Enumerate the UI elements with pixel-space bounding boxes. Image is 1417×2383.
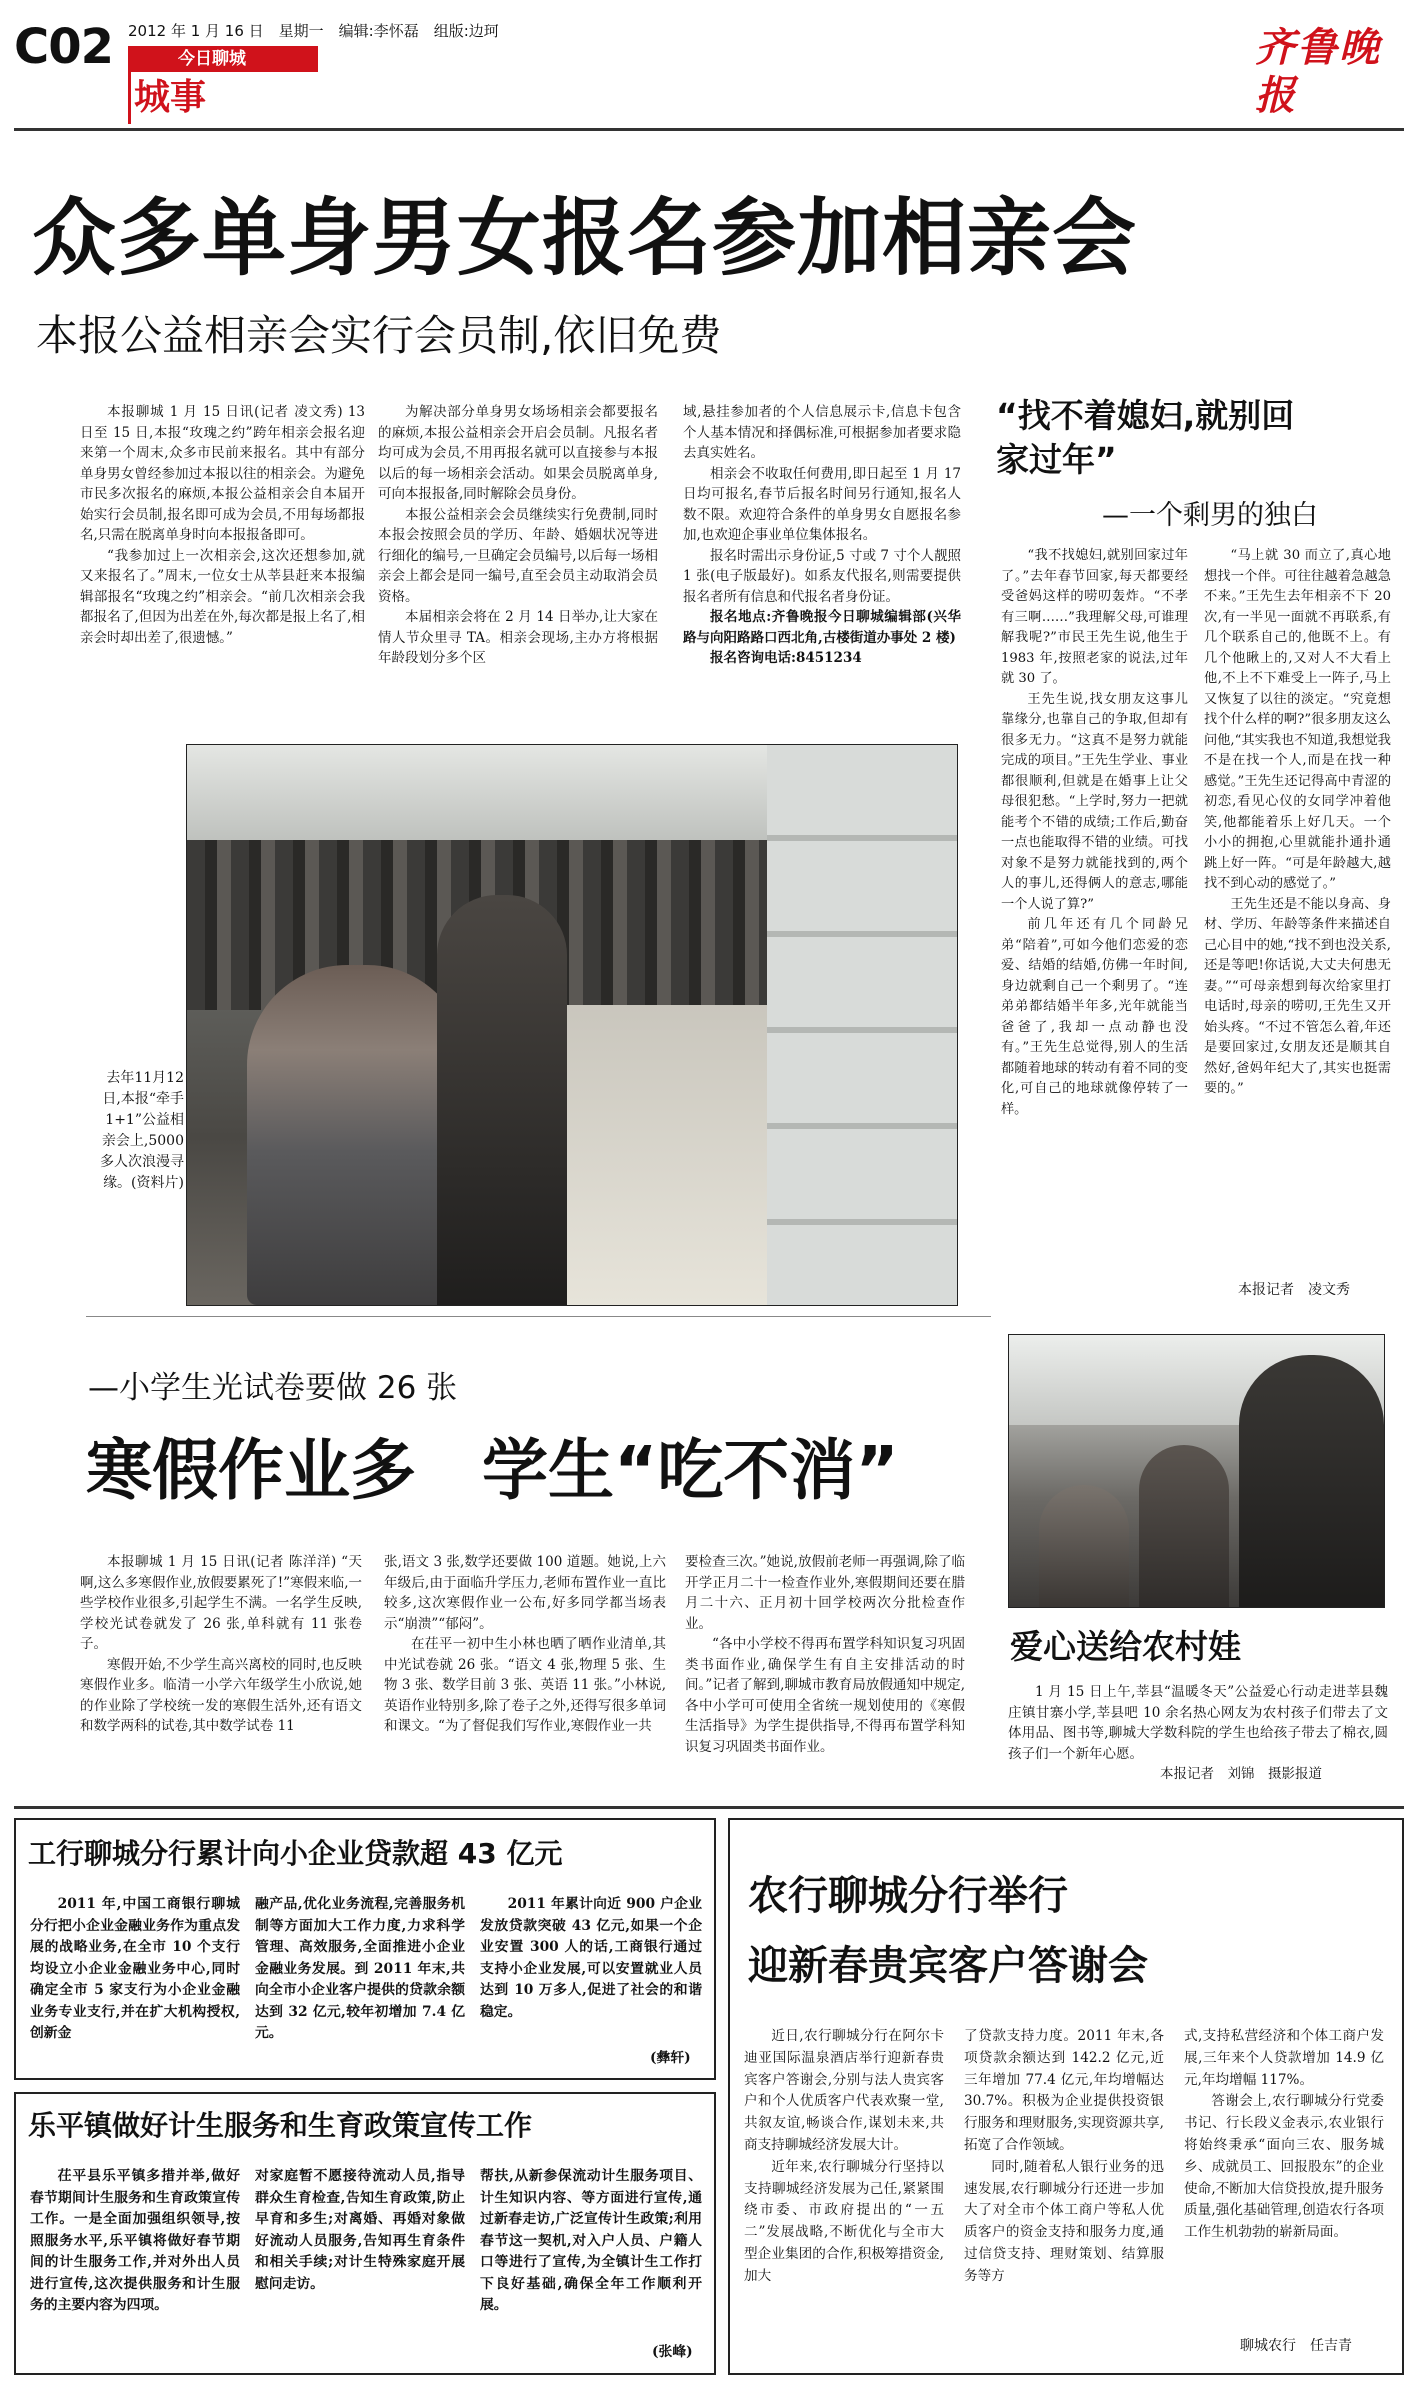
ad2-col3: 帮扶,从新参保流动计生服务项目、计生知识内容、等方面进行宣传,通过新春走访,广泛宣传计生政策;利用春节这一契机,对入户人员、户籍人口等进行了宣传,为全镇计生工作打下良好基础,确保全年工作顺利开展。 xyxy=(480,2168,702,2313)
ad3-col3-p2: 答谢会上,农行聊城分行党委书记、行长段义金表示,农业银行将始终秉承“面向三农、服务城乡、成就员工、回报股东”的企业使命,不断加大信贷投放,提升服务质量,强化基础管理,创造农行各项工作生机勃勃的崭新局面。 xyxy=(1184,2093,1384,2241)
ad3-col2 xyxy=(964,2026,1164,2332)
story2-col2-p1: 张,语文 3 张,数学还要做 100 道题。她说,上六年级后,由于面临升学压力,老师布置作业一直比较多,这次寒假作业一公布,好多同学都当场表示“崩溃”“郁闷”。 xyxy=(384,1554,666,1632)
story2-col1-p2: 寒假开始,不少学生高兴离校的同时,也反映寒假作业多。临清一小学六年级学生小欣说,她的作业除了学校统一发的寒假生活外,还有语文和数学两科的试卷,其中数学试卷 11 xyxy=(80,1656,362,1734)
photo-woman xyxy=(247,965,467,1305)
sidebar-p3: 前几年还有几个同龄兄弟“陪着”,可如今他们恋爱的恋爱、结婚的结婚,仿佛一年时间,身边就剩自己一个剩男了。“连弟弟都结婚半年多,光年就能当爸爸了,我却一点动静也没有。”王先生总觉得,别人的生活都随着地球的转动有着不同的变化,可自己的地球就像停转了一样。 xyxy=(1001,917,1188,1117)
signup-phone-value: 8451234 xyxy=(795,650,862,666)
ad3-col2-p2: 同时,随着私人银行业务的迅速发展,农行聊城分行还进一步加大了对全市个体工商户等私人优质客户的资金支持和服务力度,通过信贷支持、理财策划、结算服务等方 xyxy=(964,2158,1164,2284)
story1-col1 xyxy=(80,402,365,702)
charity-photo-volunteer xyxy=(1239,1355,1384,1607)
story3-headline: 爱心送给农村娃 xyxy=(1010,1627,1241,1666)
story1-subheadline: 本报公益相亲会实行会员制,依旧免费 xyxy=(36,311,722,360)
story1-headline: 众多单身男女报名参加相亲会 xyxy=(32,189,1138,287)
story1-col2 xyxy=(378,402,658,742)
story2-col3 xyxy=(685,1552,965,1778)
ad1-headline: 工行聊城分行累计向小企业贷款超 43 亿元 xyxy=(28,1837,563,1870)
section-divider xyxy=(128,46,131,124)
ad3-col1-p2: 近年来,农行聊城分行坚持以支持聊城经济发展为己任,紧紧围绕市委、市政府提出的“一五二”发展战略,不断优化与全市大型企业集团的合作,积极筹措资金,加大 xyxy=(744,2158,944,2284)
ad-section-rule xyxy=(14,1806,1404,1809)
ad3-col3-p1: 式,支持私营经济和个体工商户发展,三年来个人贷款增加 14.9 亿元,年均增幅 117%。 xyxy=(1184,2028,1384,2088)
story1-col2-p2: 本报公益相亲会会员继续实行免费制,同时本报会按照会员的学历、年龄、婚姻状况等进行细化的编号,一旦确定会员编号,以后每一场相亲会上都会是同一编号,直至会员主动取消会员资格。 xyxy=(378,506,658,605)
signup-address-value: 齐鲁晚报今日聊城编辑部(兴华路与向阳路路口西北角,古楼街道办事处 2 楼) xyxy=(683,609,961,646)
story2-col3-p1: 要检查三次。”她说,放假前老师一再强调,除了临开学正月二十一检查作业外,寒假期间还要在腊月二十六、正月初十回学校两次分批检查作业。 xyxy=(685,1554,965,1632)
sidebar-quote-subtitle: —一个剩男的独白 xyxy=(1102,500,1318,531)
ad1-col3: 2011 年累计向近 900 户企业发放贷款突破 43 亿元,如果一个企业安置 300 人的话,工商银行通过支持小企业发展,可以安置就业人员达到 10 万多人,促进了社会的和谐稳定。 xyxy=(480,1896,702,2020)
ad1-byline: (彝轩) xyxy=(650,2050,691,2066)
ad2-headline: 乐平镇做好计生服务和生育政策宣传工作 xyxy=(28,2109,533,2142)
story2-kicker: —小学生光试卷要做 26 张 xyxy=(88,1370,458,1406)
ad1-col1: 2011 年,中国工商银行聊城分行把小企业金融业务作为重点发展的战略业务,在全市 10 个支行均设立小企业金融业务中心,同时确定全市 5 家支行为小企业金融业务专业支行,并在扩大机构授权,创新金 xyxy=(30,1896,240,2041)
sidebar-p2: 王先生说,找女朋友这事儿靠缘分,也靠自己的争取,但却有很多无力。“这真不是努力就能完成的项目。”王先生学业、事业都很顺利,但就是在婚事上让父母很犯愁。“上学时,努力一把就能考个不错的成绩;工作后,勤奋一点也能取得不错的业绩。可找对象不是努力就能找到的,两个人的事儿,还得俩人的意志,哪能一个人说了算?” xyxy=(1001,691,1188,912)
photo-board xyxy=(767,745,957,1305)
date-line: 2012 年 1 月 16 日 星期一 编辑:李怀磊 组版:边珂 xyxy=(128,22,499,40)
ad3-headline-line2: 迎新春贵宾客户答谢会 xyxy=(748,1943,1148,1989)
ad3-col2-p1: 了贷款支持力度。2011 年末,各项贷款余额达到 142.2 亿元,近三年增加 77.4 亿元,年均增幅达 30.7%。积极为企业提供投资银行服务和理财服务,实现资源共享,拓宽了合作领域。 xyxy=(964,2028,1164,2153)
ad2-byline: (张峰) xyxy=(652,2344,693,2360)
ad2-col2: 对家庭暂不愿接待流动人员,指导群众生育检查,告知生育政策,防止早育和多生;对离婚、再婚对象做好流动人员服务,告知再生育条件和相关手续;对计生特殊家庭开展慰问走访。 xyxy=(255,2168,465,2292)
charity-photo-child xyxy=(1139,1445,1229,1607)
photo-man xyxy=(437,895,567,1305)
sidebar-col xyxy=(1001,546,1391,1282)
sidebar-byline: 本报记者 凌文秀 xyxy=(1238,1282,1350,1298)
signup-phone xyxy=(683,648,961,669)
story1-col3-p1: 域,悬挂参加者的个人信息展示卡,信息卡包含个人基本情况和择偶标准,可根据参加者要求隐去真实姓名。 xyxy=(683,404,961,461)
story3-body: 1 月 15 日上午,莘县“温暖冬天”公益爱心行动走进莘县魏庄镇甘寨小学,莘县吧 10 余名热心网友为农村孩子们带去了文体用品、图书等,聊城大学数科院的学生也给孩子带去了棉衣,圆孩子们一个新年心愿。 xyxy=(1008,1684,1388,1762)
signup-phone-label: 报名咨询电话: xyxy=(710,650,796,666)
story2-col1 xyxy=(80,1552,362,1778)
signup-address xyxy=(683,607,961,648)
story2-col1-p1: 本报聊城 1 月 15 日讯(记者 陈洋洋) “天啊,这么多寒假作业,放假要累死了!”寒假来临,一些学校作业很多,引起学生不满。一名学生反映,学校光试卷就发了 26 张,单科就有 11 张卷子。 xyxy=(80,1554,362,1652)
page-code: C02 xyxy=(14,19,114,75)
ad3-col1-p1: 近日,农行聊城分行在阿尔卡迪亚国际温泉酒店举行迎新春贵宾客户答谢会,分别与法人贵宾客户和个人优质客户代表欢聚一堂,共叙友谊,畅谈合作,谋划未来,共商支持聊城经济发展大计。 xyxy=(744,2028,944,2153)
story2-headline: 寒假作业多 学生“吃不消” xyxy=(86,1432,899,1509)
sidebar-p5: 王先生还是不能以身高、身材、学历、年龄等条件来描述自己心目中的她,“找不到也没关系,还是等吧!你话说,大丈夫何患无妻。”“可母亲想到每次给家里打电话时,母亲的唠叨,王先生又开始头疼。“不过不管怎么着,年还是要回家过,女朋友还是顺其自然好,爸妈年纪大了,其实也挺需要的。” xyxy=(1204,896,1391,1096)
story1-col2-p1: 为解决部分单身男女场场相亲会都要报名的麻烦,本报公益相亲会开启会员制。凡报名者均可成为会员,不用再报名就可以直接参与本报以后的每一场相亲会活动。如果会员脱离单身,可向本报报备,同时解除会员身份。 xyxy=(378,404,658,502)
sidebar-p4: “马上就 30 而立了,真心地想找一个伴。可往往越着急越急不来。”王先生去年相亲不下 20 次,有一半见一面就不再联系,有几个联系自己的,他既不上。有几个他瞅上的,又对人不大看上他,不上不下难受上一阵子,马上又恢复了以往的淡定。“究竟想找个什么样的啊?”很多朋友这么问他,“其实我也不知道,我想觉我不是在找一个人,而是在找一种感觉。”王先生还记得高中青涩的初恋,看见心仪的女同学冲着他笑,他都能着乐上好几天。一个小小的拥抱,心里就能扑通扑通跳上好一阵。“可是年龄越大,越找不到心动的感觉了。” xyxy=(1204,548,1391,891)
story3-byline: 本报记者 刘锦 摄影报道 xyxy=(1160,1766,1322,1782)
ad3-byline: 聊城农行 任吉青 xyxy=(1240,2338,1352,2354)
charity-photo-child2 xyxy=(1039,1485,1129,1607)
section-tag: 今日聊城 xyxy=(128,46,318,72)
story1-col3-p2: 相亲会不收取任何费用,即日起至 1 月 17 日均可报名,春节后报名时间另行通知,报名人数不限。欢迎符合条件的单身男女自愿报名参加,也欢迎企事业单位集体报名。 xyxy=(683,465,961,543)
sidebar-quote-title: “找不着媳妇,就别回家过年” xyxy=(996,396,1295,479)
matchmaking-event-photo xyxy=(186,744,958,1306)
paper-logo: 齐鲁晚报 xyxy=(1255,24,1381,119)
section-name: 城事 xyxy=(134,77,207,118)
ad2-col1: 茌平县乐平镇多措并举,做好春节期间计生服务和生育政策宣传工作。一是全面加强组织领导,按照服务水平,乐平镇将做好春节期间的计生服务工作,并对外出人员进行宣传,这次提供服务和计生服务的主要内容为四项。 xyxy=(30,2168,240,2313)
ad3-col3 xyxy=(1184,2026,1384,2326)
story1-col3 xyxy=(683,402,961,742)
ad1-col2: 融产品,优化业务流程,完善服务机制等方面加大工作力度,力求科学管理、高效服务,全面推进小企业金融业务发展。到 2011 年末,共向全市小企业客户提供的贷款余额达到 32 亿元,较年初增加 7.4 亿元。 xyxy=(255,1896,465,2041)
charity-photo xyxy=(1008,1334,1385,1608)
ad3-headline-line1: 农行聊城分行举行 xyxy=(748,1873,1068,1919)
story1-col1-p1: 本报聊城 1 月 15 日讯(记者 凌文秀) 13 日至 15 日,本报“玫瑰之约”跨年相亲会报名迎来第一个周末,众多市民前来报名。其中有部分单身男女曾经参加过本报以往的相亲会。为避免市民多次报名的麻烦,本报公益相亲会自本届开始实行会员制,报名即可成为会员,不用每场都报名,只需在脱离单身时向本报报备即可。 xyxy=(80,404,365,543)
story1-col2-p3: 本届相亲会将在 2 月 14 日举办,让大家在情人节众里寻 TA。相亲会现场,主办方将根据年龄段划分多个区 xyxy=(378,609,658,666)
story1-photo-caption: 去年11月12日,本报“牵手1+1”公益相亲会上,5000 多人次浪漫寻缘。(资料片) xyxy=(100,1070,184,1191)
story2-top-rule xyxy=(86,1316,991,1317)
story2-col2 xyxy=(384,1552,666,1778)
signup-address-label: 报名地点: xyxy=(710,609,772,625)
story1-col3-p3: 报名时需出示身份证,5 寸或 7 寸个人靓照 1 张(电子版最好)。如系友代报名,则需要提供报名者所有信息和代报名者身份证。 xyxy=(683,547,961,605)
ad3-col1 xyxy=(744,2026,944,2332)
sidebar-p1: “我不找媳妇,就别回家过年了。”去年春节回家,每天都要经受爸妈这样的唠叨轰炸。“不孝有三啊……”我理解父母,可谁理解我呢?”市民王先生说,他生于 1983 年,按照老家的说法,过年就 30 了。 xyxy=(1001,548,1188,686)
masthead-rule xyxy=(14,128,1404,131)
story2-col2-p2: 在茌平一初中生小林也晒了晒作业清单,其中光试卷就 26 张。“语文 4 张,物理 5 张、生物 3 张、数学目前 3 张、英语 11 张。”小林说,英语作业特别多,除了卷子之外,还得写很多单词和课文。“为了督促我们写作业,寒假作业一共 xyxy=(384,1636,666,1734)
story2-col3-p2: “各中小学校不得再布置学科知识复习巩固类书面作业,确保学生有自主安排活动的时间。”记者了解到,聊城市教育局放假通知中规定,各中小学可可使用全省统一规划使用的《寒假生活指导》为学生提供指导,不得再布置学科知识复习巩固类书面作业。 xyxy=(685,1636,965,1755)
story1-col1-p2: “我参加过上一次相亲会,这次还想参加,就又来报名了。”周末,一位女士从莘县赶来本报编辑部报名“玫瑰之约”相亲会。“前几次相亲会我都报名了,但因为出差在外,每次都是报上名了,相亲会时却出差了,很遗憾。” xyxy=(80,547,365,646)
